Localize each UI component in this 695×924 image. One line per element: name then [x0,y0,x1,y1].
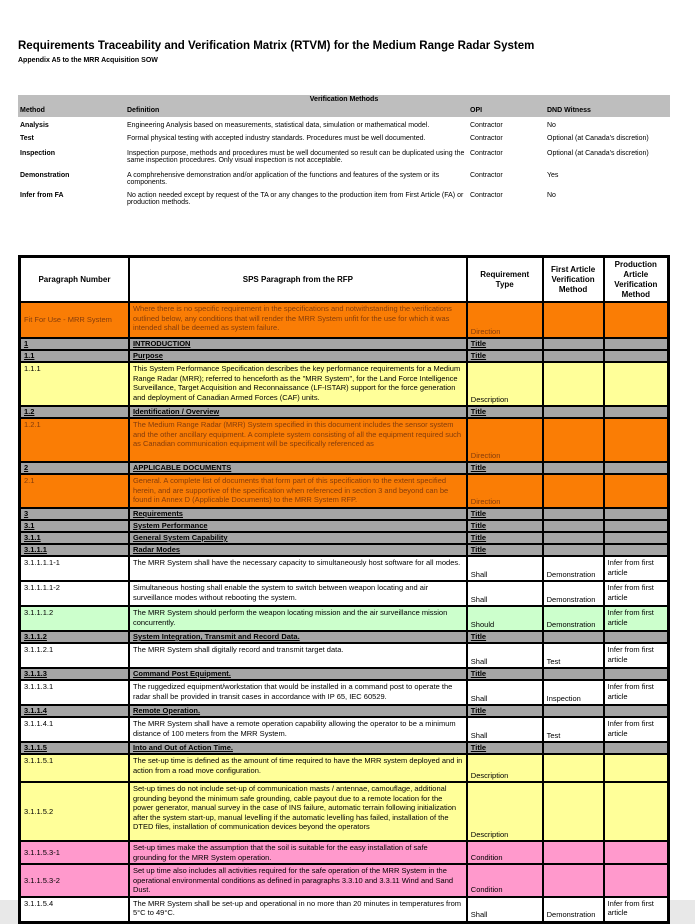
production-article-cell: Infer from first article [604,717,669,742]
production-article-cell [604,418,669,462]
production-article-cell [604,742,669,754]
first-article-cell [543,754,604,782]
first-article-cell [543,302,604,338]
document-title: Requirements Traceability and Verification Matrix (RTVM) for the Medium Range Radar System [18,40,535,52]
sps-text-cell: Purpose [129,350,467,362]
first-article-cell [543,705,604,717]
table-row [20,680,669,705]
requirement-type-cell: Description [467,362,543,406]
paragraph-number-cell: 3.1.1.3 [20,668,129,680]
method-definition: A comphrehensive demonstration and/or application of the functions and features of the system or its components. [127,172,440,186]
first-article-cell [543,841,604,864]
production-article-cell [604,631,669,643]
production-article-cell [604,754,669,782]
requirement-type-cell: Should [467,606,543,631]
production-article-cell: Infer from first article [604,581,669,606]
paragraph-number-cell: 1.2.1 [20,418,129,462]
method-name: Test [20,135,34,142]
first-article-cell [543,362,604,406]
paragraph-number-cell: 3.1.1.5 [20,742,129,754]
table-row [20,643,669,668]
first-article-cell [543,418,604,462]
table-row [20,864,669,897]
method-name: Infer from FA [20,192,64,199]
requirement-type-cell: Title [467,668,543,680]
production-article-cell [604,532,669,544]
first-article-cell: Inspection [543,680,604,705]
table-row [20,754,669,782]
requirement-type-cell: Title [467,631,543,643]
sps-text-cell: The MRR System shall be set-up and operational in no more than 20 minutes in temperatures from 5°C to 49°C. [129,897,467,923]
paragraph-number-cell: 3.1.1.1 [20,544,129,556]
table-row [20,556,669,581]
table-row [20,474,669,508]
matrix-header-row [20,257,669,303]
first-article-cell [543,532,604,544]
sps-text-cell: System Performance [129,520,467,532]
first-article-cell: Demonstration [543,581,604,606]
legend-header-row [18,106,670,117]
requirement-type-cell: Shall [467,680,543,705]
paragraph-number-cell: 3.1 [20,520,129,532]
production-article-cell [604,544,669,556]
sps-text-cell: Into and Out of Action Time. [129,742,467,754]
table-row [20,302,669,338]
sps-text-cell: INTRODUCTION [129,338,467,350]
method-opi: Contractor [470,135,503,142]
legend-title-row [18,95,670,106]
requirement-type-cell: Direction [467,302,543,338]
table-row [20,532,669,544]
first-article-cell: Demonstration [543,897,604,923]
table-row [20,742,669,754]
table-row [20,841,669,864]
paragraph-number-cell: 3.1.1.5.3-1 [20,841,129,864]
first-article-cell [543,864,604,897]
sps-text-cell: The MRR System shall digitally record and transmit target data. [129,643,467,668]
method-name: Inspection [20,150,56,157]
production-article-cell: Infer from first article [604,680,669,705]
production-article-cell [604,508,669,520]
legend-row-analysis [18,117,670,130]
table-row [20,418,669,462]
sps-text-cell: The MRR System shall have a remote operation capability allowing the operator to be a minimum distance of 100 meters from the MRR System. [129,717,467,742]
paragraph-number-cell: 1.1.1 [20,362,129,406]
verification-methods-table [18,95,670,207]
first-article-cell [543,631,604,643]
sps-text-cell: Requirements [129,508,467,520]
table-row [20,520,669,532]
method-name: Demonstration [20,172,70,179]
sps-text-cell: The MRR System should perform the weapon locating mission and the air surveillance mission concurrently. [129,606,467,631]
header-production-article: Production Article Verification Method [604,257,669,303]
first-article-cell [543,544,604,556]
table-row [20,782,669,841]
legend-title: Verification Methods [18,95,670,106]
paragraph-number-cell: 3.1.1.5.1 [20,754,129,782]
sps-text-cell: Radar Modes [129,544,467,556]
production-article-cell [604,864,669,897]
requirement-type-cell: Shall [467,897,543,923]
requirement-type-cell: Title [467,350,543,362]
legend-row-infer-from-fa [18,187,670,207]
first-article-cell: Test [543,717,604,742]
production-article-cell: Infer from first article [604,606,669,631]
requirement-type-cell: Title [467,705,543,717]
sps-text-cell: Set up time also includes all activities required for the safe operation of the MRR System in the operational environmental conditions as defined in paragraphs 3.3.10 and 3.3.11 Wind and Sand Dust. [129,864,467,897]
first-article-cell [543,508,604,520]
requirement-type-cell: Condition [467,841,543,864]
sps-text-cell: Simultaneous hosting shall enable the system to switch between weapon locating and air surveillance modes without rebooting the system. [129,581,467,606]
sps-text-cell: This System Performance Specification describes the key performance requirements for a Medium Range Radar (MRR); referred to henceforth as the "MRR System", for the Land Force Intelligence Surveillance, Target Acquisition and Reconnaissance (LF-ISTAR) support for the force generation and deployment of Canadian Armed Forces (CAF) units. [129,362,467,406]
method-definition: Formal physical testing with accepted industry standards. Procedures must be well documented. [127,135,426,142]
sps-text-cell: General. A complete list of documents that form part of this specification to the extent specified herein, and are supportive of the specification when referenced in section 3 and beyond can be found in Annex D (Applicable Documents) to the MRR System RFP. [129,474,467,508]
production-article-cell [604,462,669,474]
production-article-cell: Infer from first article [604,556,669,581]
sps-text-cell: Remote Operation. [129,705,467,717]
legend-row-demonstration [18,167,670,187]
sps-text-cell: The Medium Range Radar (MRR) System specified in this document includes the sensor system and the other ancillary equipment. A complete system consisting of all the equipment required such as Canadian communication equipment will be specifically referenced as [129,418,467,462]
legend-col-opi: OPI [468,106,545,117]
sps-text-cell: General System Capability [129,532,467,544]
paragraph-number-cell: 2 [20,462,129,474]
paragraph-number-cell: 1.1 [20,350,129,362]
paragraph-number-cell: 3.1.1.4 [20,705,129,717]
paragraph-number-cell: 3 [20,508,129,520]
paragraph-number-cell: 3.1.1.1.1-1 [20,556,129,581]
table-row [20,705,669,717]
table-row [20,406,669,418]
requirement-type-cell: Condition [467,864,543,897]
requirement-type-cell: Direction [467,418,543,462]
table-row [20,338,669,350]
paragraph-number-cell: 3.1.1.2 [20,631,129,643]
table-row [20,544,669,556]
requirement-type-cell: Shall [467,717,543,742]
requirement-type-cell: Title [467,544,543,556]
production-article-cell [604,362,669,406]
method-opi: Contractor [470,150,503,157]
first-article-cell [543,742,604,754]
sps-text-cell: The set-up time is defined as the amount of time required to have the MRR system deployed and in action from a road move configuration. [129,754,467,782]
method-witness: Optional (at Canada's discretion) [547,150,649,157]
legend-row-test [18,130,670,145]
header-requirement-type: Requirement Type [467,257,543,303]
header-sps-paragraph: SPS Paragraph from the RFP [129,257,467,303]
requirement-type-cell: Shall [467,556,543,581]
table-row [20,462,669,474]
table-row [20,897,669,923]
paragraph-number-cell: 3.1.1.5.3-2 [20,864,129,897]
paragraph-number-cell: 3.1.1.1.2 [20,606,129,631]
method-definition: Inspection purpose, methods and procedures must be well documented so result can be duplicated using the same inspection procedures. Only visual inspection is not acceptable. [127,150,465,164]
table-row [20,581,669,606]
table-row [20,350,669,362]
sps-text-cell: Command Post Equipment. [129,668,467,680]
paragraph-number-cell: 1.2 [20,406,129,418]
table-row [20,668,669,680]
requirement-type-cell: Direction [467,474,543,508]
first-article-cell: Demonstration [543,606,604,631]
header-paragraph-number: Paragraph Number [20,257,129,303]
requirement-type-cell: Title [467,462,543,474]
table-row [20,606,669,631]
first-article-cell [543,338,604,350]
method-witness: No [547,192,556,199]
method-opi: Contractor [470,192,503,199]
requirement-type-cell: Title [467,406,543,418]
paragraph-number-cell: 3.1.1.5.4 [20,897,129,923]
sps-text-cell: The ruggedized equipment/workstation that would be installed in a command post to operate the radar shall be provided in transit cases in accordance with IP 65, IEC 60529. [129,680,467,705]
production-article-cell [604,705,669,717]
paragraph-number-cell: 1 [20,338,129,350]
production-article-cell [604,668,669,680]
production-article-cell [604,520,669,532]
rtvm-table [18,255,670,924]
first-article-cell [543,668,604,680]
requirement-type-cell: Title [467,742,543,754]
requirement-type-cell: Shall [467,581,543,606]
sps-text-cell: APPLICABLE DOCUMENTS [129,462,467,474]
requirement-type-cell: Description [467,782,543,841]
method-definition: No action needed except by request of the TA or any changes to the production item from First Article (FA) or production methods. [127,192,464,206]
method-definition: Engineering Analysis based on measurements, statistical data, simulation or mathematical model. [127,122,430,129]
legend-col-witness: DND Witness [545,106,670,117]
document-subtitle: Appendix A5 to the MRR Acquisition SOW [18,57,158,64]
legend-col-method: Method [18,106,125,117]
paragraph-number-cell: 3.1.1 [20,532,129,544]
first-article-cell: Test [543,643,604,668]
paragraph-number-cell: 2.1 [20,474,129,508]
first-article-cell [543,350,604,362]
requirement-type-cell: Title [467,338,543,350]
requirement-type-cell: Description [467,754,543,782]
production-article-cell: Infer from first article [604,643,669,668]
sps-text-cell: Set-up times do not include set-up of communication masts / antennae, camouflage, additional grounding beyond the minimum safe grounding, cable payout due to a remote location for the power generator, manual survey in the case of INS failure, automatic terrain following initialization after the system start-up, manual levelling if the automatic levelling has failed, installation of the DTED files, installation of communication devices beyond the operators [129,782,467,841]
paragraph-number-cell: 3.1.1.3.1 [20,680,129,705]
production-article-cell [604,350,669,362]
method-opi: Contractor [470,172,503,179]
first-article-cell [543,462,604,474]
production-article-cell: Infer from first article [604,897,669,923]
production-article-cell [604,406,669,418]
paragraph-number-cell: 3.1.1.4.1 [20,717,129,742]
sps-text-cell: Where there is no specific requirement in the specifications and notwithstanding the verifications outlined below, any conditions that will render the MRR System unfit for the use for which it was intended shall be deemed as system failure. [129,302,467,338]
production-article-cell [604,474,669,508]
paragraph-number-cell: 3.1.1.2.1 [20,643,129,668]
table-row [20,717,669,742]
first-article-cell [543,474,604,508]
legend-row-inspection [18,145,670,167]
method-opi: Contractor [470,122,503,129]
method-witness: Yes [547,172,559,179]
first-article-cell: Demonstration [543,556,604,581]
paragraph-number-cell: 3.1.1.1.1-2 [20,581,129,606]
first-article-cell [543,520,604,532]
table-row [20,362,669,406]
first-article-cell [543,782,604,841]
production-article-cell [604,302,669,338]
requirement-type-cell: Title [467,508,543,520]
requirement-type-cell: Shall [467,643,543,668]
production-article-cell [604,841,669,864]
paragraph-number-cell: Fit For Use - MRR System [20,302,129,338]
sps-text-cell: Set-up times make the assumption that the soil is suitable for the easy installation of safe grounding for the MRR System operation. [129,841,467,864]
production-article-cell [604,782,669,841]
table-row [20,631,669,643]
sps-text-cell: The MRR System shall have the necessary capacity to simultaneously host software for all modes. [129,556,467,581]
paragraph-number-cell: 3.1.1.5.2 [20,782,129,841]
requirement-type-cell: Title [467,532,543,544]
header-first-article: First Article Verification Method [543,257,604,303]
sps-text-cell: Identification / Overview [129,406,467,418]
method-witness: No [547,122,556,129]
table-row [20,508,669,520]
sps-text-cell: System Integration, Transmit and Record Data. [129,631,467,643]
requirement-type-cell: Title [467,520,543,532]
first-article-cell [543,406,604,418]
method-witness: Optional (at Canada's discretion) [547,135,649,142]
production-article-cell [604,338,669,350]
legend-col-definition: Definition [125,106,468,117]
method-name: Analysis [20,122,49,129]
